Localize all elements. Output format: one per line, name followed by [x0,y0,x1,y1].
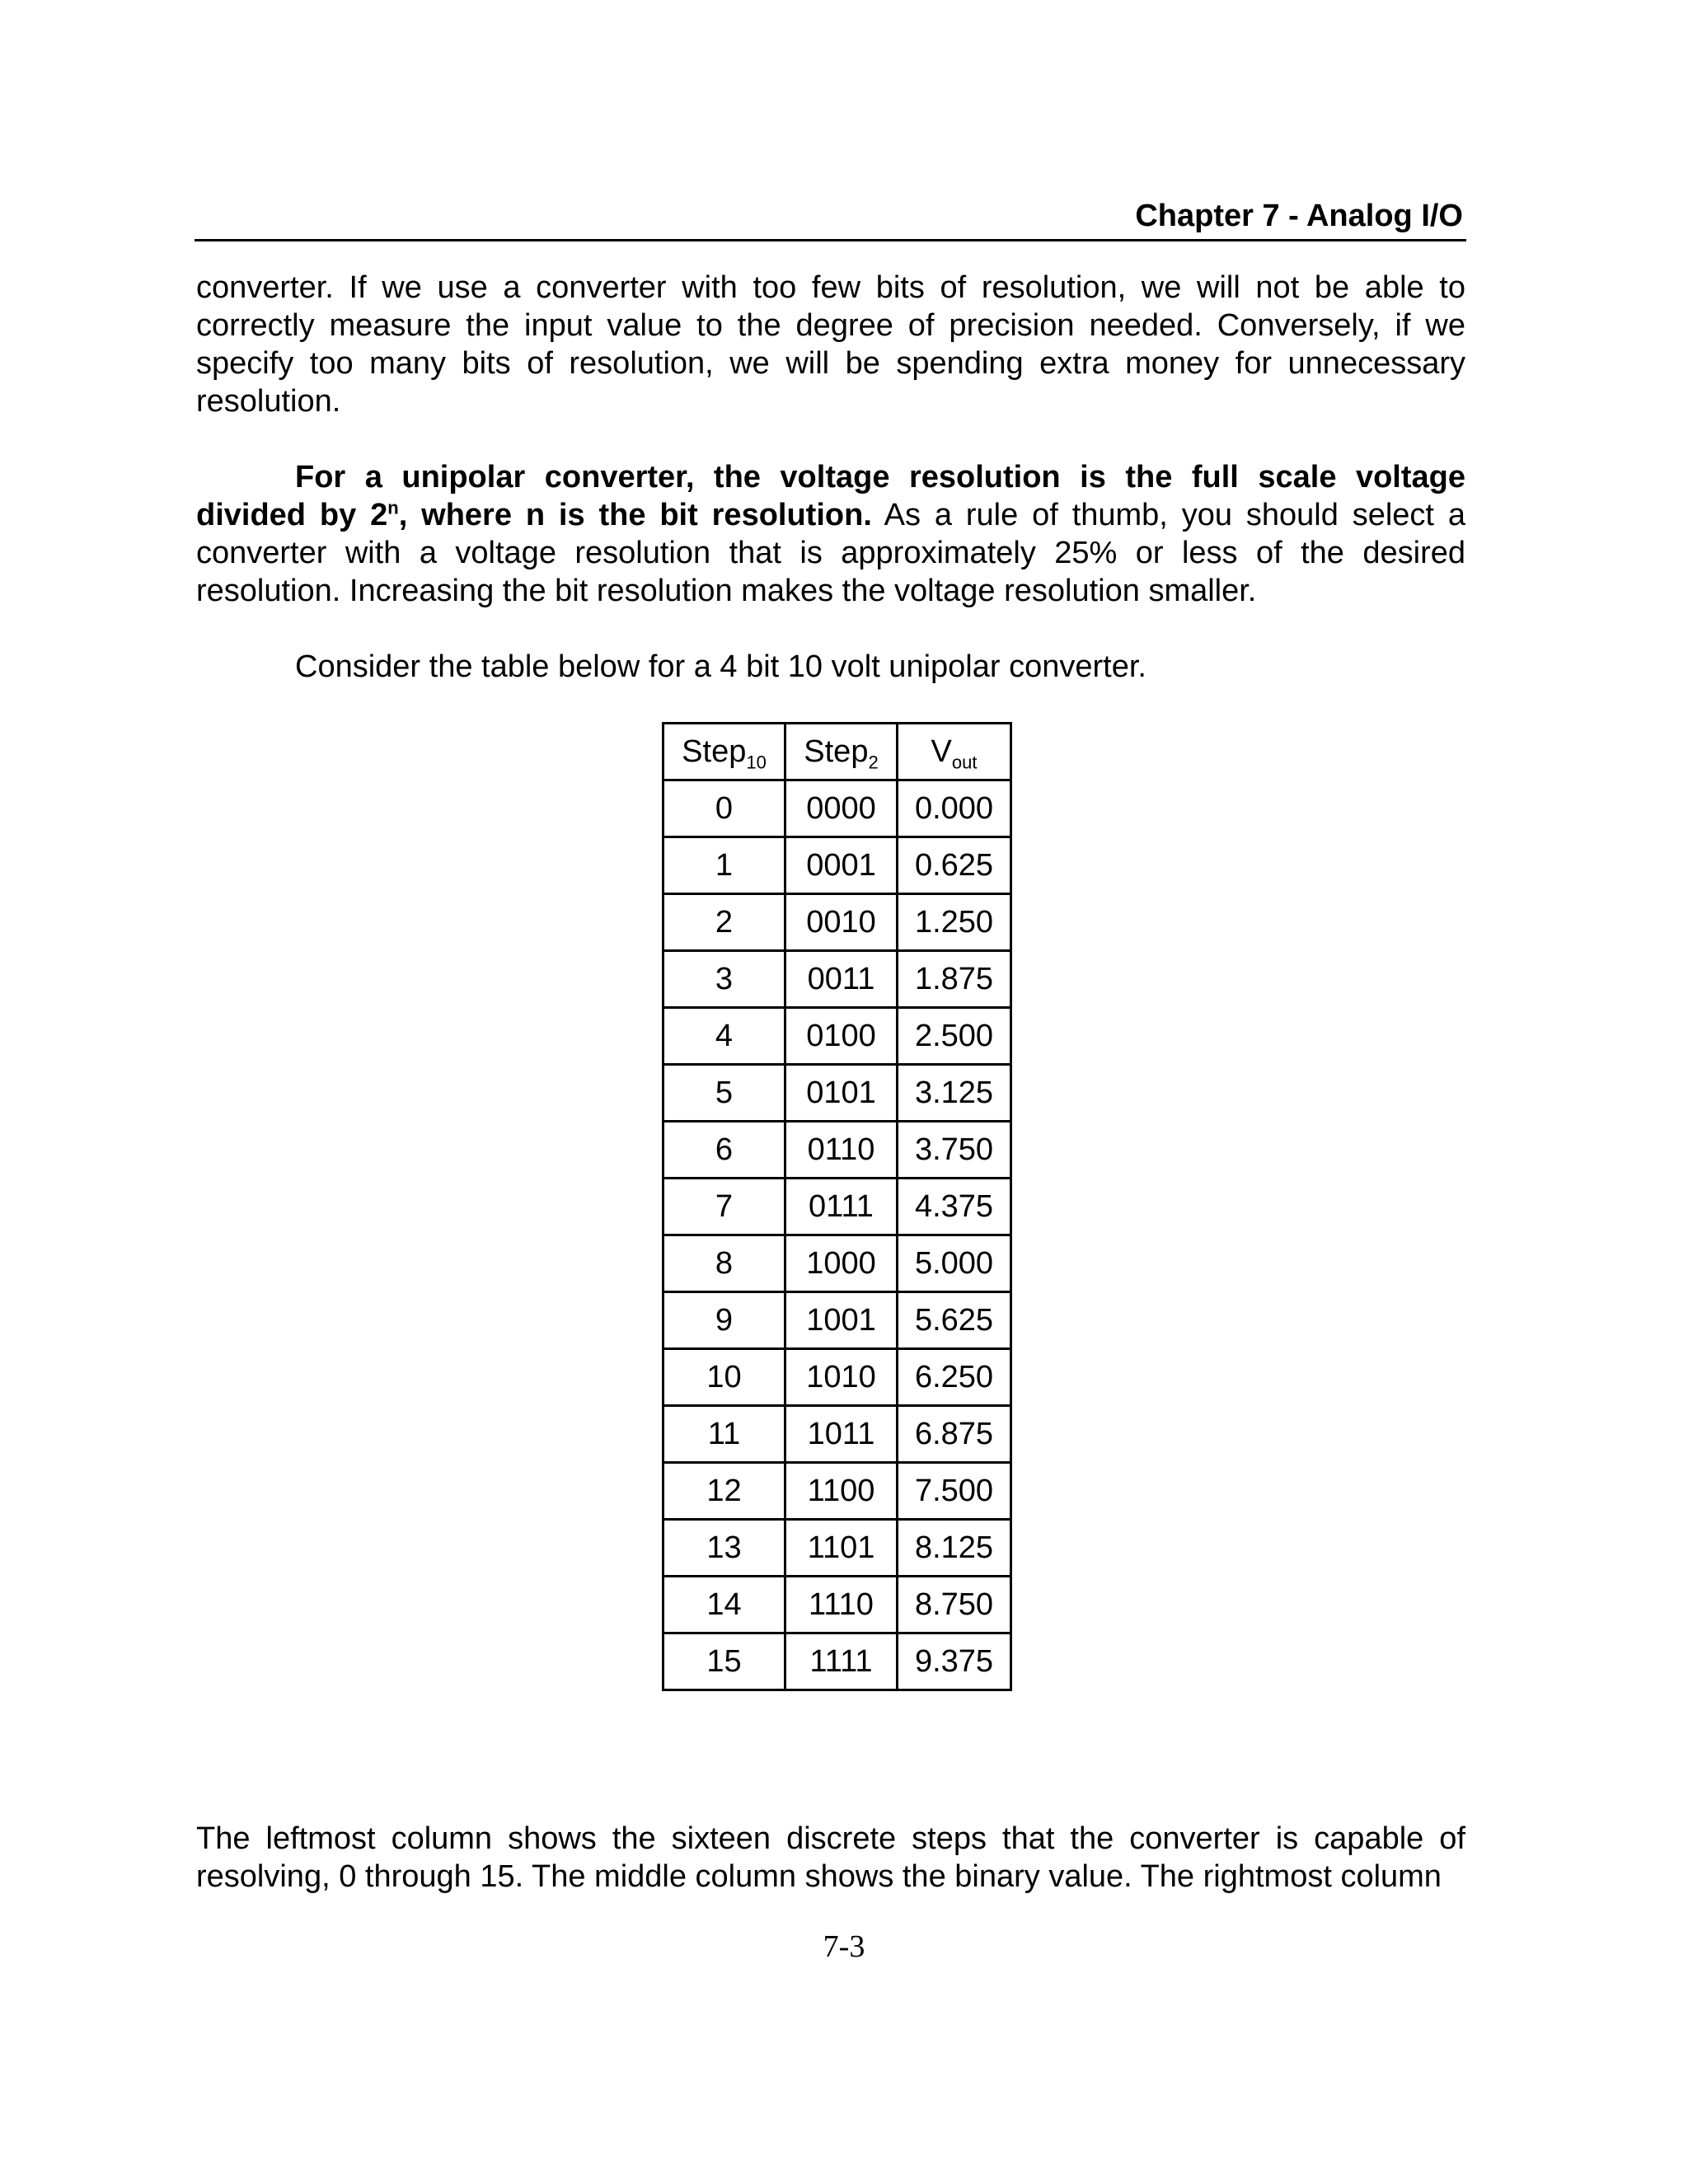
table-row [663,1008,1011,1065]
cell-step10: 11 [663,1406,785,1463]
cell-step10: 7 [663,1179,785,1235]
header-step10: Step$_{10}$ [663,724,785,780]
cell-step10: 9 [663,1292,785,1349]
paragraph-voltage-resolution [196,458,1465,610]
cell-step2: 1101 [785,1520,898,1577]
cell-vout: 3.750 [898,1122,1011,1179]
cell-vout: 0.625 [898,837,1011,894]
cell-step2: 0101 [785,1065,898,1122]
cell-vout: 1.250 [898,894,1011,951]
header-step2: Step$_2$ [785,724,898,780]
paragraph-table-explanation: The leftmost column shows the sixteen discrete steps that the converter is capable of resolving, 0 through 15. The middle column shows the binary value. The rightmost column [196,1821,1465,1894]
cell-step10: 5 [663,1065,785,1122]
cell-step10: 2 [663,894,785,951]
cell-step2: 1100 [785,1463,898,1520]
cell-step2: 0010 [785,894,898,951]
cell-step10: 13 [663,1520,785,1577]
cell-step10: 8 [663,1235,785,1292]
cell-step10: 6 [663,1122,785,1179]
chapter-title: Chapter 7 - Analog I/O [1135,199,1463,233]
conversion-table [662,722,1012,1691]
cell-step2: 1000 [785,1235,898,1292]
table-row [663,780,1011,837]
cell-step2: 1110 [785,1577,898,1633]
cell-step10: 3 [663,951,785,1008]
cell-vout: 5.625 [898,1292,1011,1349]
table-row [663,1463,1011,1520]
cell-step2: 1111 [785,1633,898,1690]
paragraph-table-intro: Consider the table below for a 4 bit 10 volt unipolar converter. [295,649,1146,684]
cell-step2: 1001 [785,1292,898,1349]
cell-step10: 1 [663,837,785,894]
cell-step10: 14 [663,1577,785,1633]
cell-vout: 8.750 [898,1577,1011,1633]
page-number: 7-3 [823,1929,865,1964]
table-row [663,1520,1011,1577]
cell-step2: 0110 [785,1122,898,1179]
cell-vout: 7.500 [898,1463,1011,1520]
table-row [663,951,1011,1008]
table-row [663,1065,1011,1122]
table-row [663,1633,1011,1690]
cell-vout: 3.125 [898,1065,1011,1122]
header-vout: $V_{out}$ [898,724,1011,780]
table-row [663,1292,1011,1349]
cell-vout: 6.250 [898,1349,1011,1406]
table-row [663,1349,1011,1406]
table-row [663,1406,1011,1463]
exponent-n: n [387,497,399,518]
paragraph-intro: converter. If we use a converter with too few bits of resolution, we will not be able to correctly measure the input value to the degree of precision needed. Conversely, if we specify too many bits of resolution, we will be spending extra money for unnecessary resolution. [196,270,1465,419]
cell-step2: 0000 [785,780,898,837]
cell-step2: 0011 [785,951,898,1008]
cell-vout: 2.500 [898,1008,1011,1065]
cell-vout: 5.000 [898,1235,1011,1292]
table-row [663,1235,1011,1292]
table-row [663,1122,1011,1179]
table-row [663,1179,1011,1235]
cell-step2: 1011 [785,1406,898,1463]
bold-statement-a: For a unipolar converter, the voltage resolution is the full scale voltage divided by 2 [196,460,1465,532]
cell-vout: 0.000 [898,780,1011,837]
cell-step10: 12 [663,1463,785,1520]
cell-step2: 0001 [785,837,898,894]
table-header-row [663,724,1011,780]
cell-vout: 4.375 [898,1179,1011,1235]
page-header [195,198,1466,241]
cell-step10: 15 [663,1633,785,1690]
cell-step2: 1010 [785,1349,898,1406]
cell-vout: 8.125 [898,1520,1011,1577]
rule-of-thumb-text: As a rule of thumb, you should select a converter with a voltage resolution that is approximately 25% or less of the desired resolution. Increasing the bit resolution makes the voltage resolution smaller. [196,498,1465,608]
table-row [663,837,1011,894]
table-row [663,1577,1011,1633]
cell-step10: 0 [663,780,785,837]
cell-step10: 4 [663,1008,785,1065]
cell-vout: 9.375 [898,1633,1011,1690]
cell-step10: 10 [663,1349,785,1406]
cell-step2: 0100 [785,1008,898,1065]
cell-vout: 6.875 [898,1406,1011,1463]
bold-statement-b: , where n is the bit resolution. [398,498,872,532]
table-row [663,894,1011,951]
cell-step2: 0111 [785,1179,898,1235]
cell-vout: 1.875 [898,951,1011,1008]
